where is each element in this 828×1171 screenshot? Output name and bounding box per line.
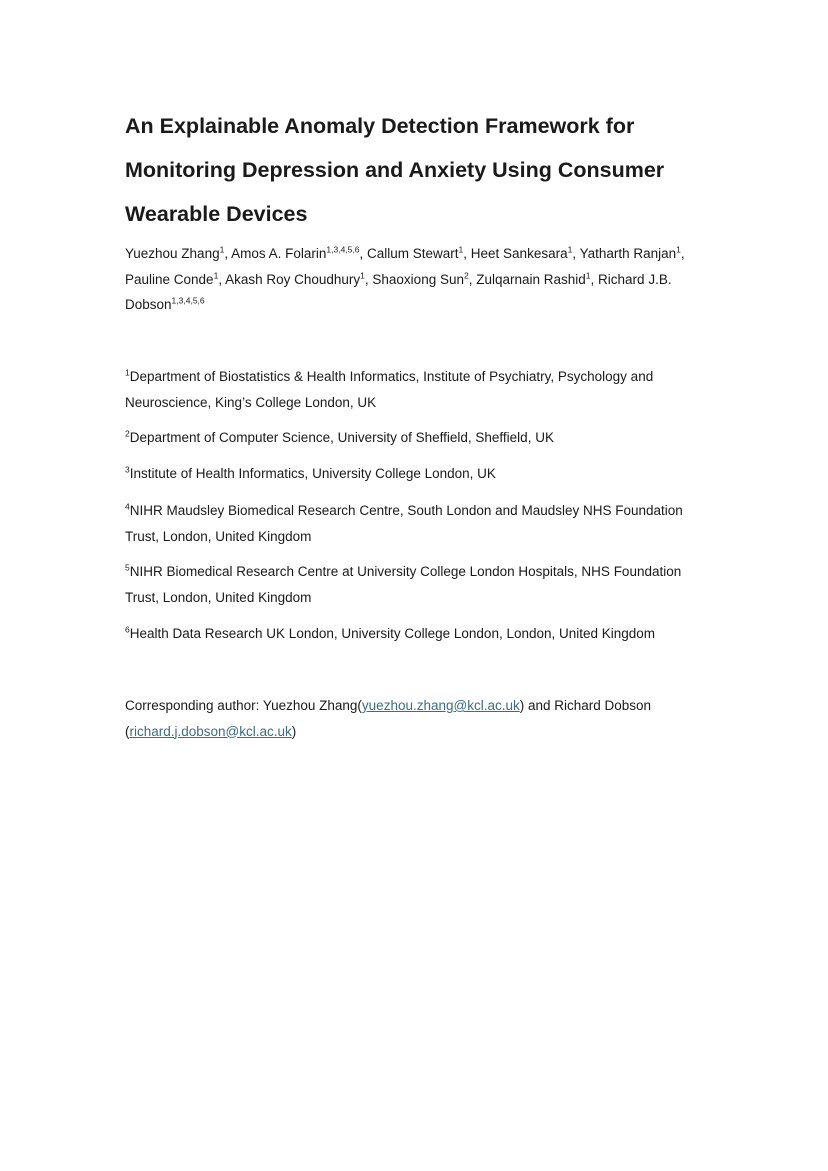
- author-name: Zulqarnain Rashid: [476, 271, 586, 287]
- author-affiliation-marker: 2: [463, 270, 469, 280]
- affiliation-number: 6: [125, 624, 130, 635]
- author-affiliation-marker: 1,3,4,5,6: [171, 295, 205, 306]
- corresponding-open-paren: (: [125, 723, 130, 739]
- affiliation-3: [125, 461, 715, 487]
- author-name: Richard J.B.: [598, 271, 672, 287]
- author-affiliation-marker: 1,3,4,5,6: [326, 244, 360, 255]
- author-name: Amos A. Folarin: [231, 246, 327, 261]
- affiliation-text: Trust, London, United Kingdom: [125, 589, 312, 605]
- author-separator: ,: [359, 246, 367, 261]
- author-separator: ,: [590, 271, 599, 287]
- title-line: An Explainable Anomaly Detection Framework for: [125, 114, 635, 138]
- title-line: Monitoring Depression and Anxiety Using Consumer: [125, 158, 665, 182]
- author-affiliation-marker: 1: [213, 270, 219, 280]
- author-affiliation-marker: 1: [458, 244, 464, 255]
- author-affiliation-marker: 1: [219, 244, 225, 255]
- affiliation-text: Department of Biostatistics & Health Informatics, Institute of Psychiatry, Psychology and: [129, 369, 654, 384]
- affiliation-text: Institute of Health Informatics, University College London, UK: [129, 466, 496, 481]
- affiliation-number: 4: [125, 501, 130, 512]
- author-name: Yuezhou Zhang: [125, 246, 220, 261]
- affiliation-number: 1: [125, 367, 130, 378]
- author-line: [125, 292, 705, 318]
- author-line: [125, 241, 705, 267]
- affiliation-number: 3: [125, 464, 130, 475]
- author-affiliation-marker: 1: [567, 244, 573, 255]
- author-list: [125, 241, 705, 318]
- author-separator: ,: [468, 271, 477, 287]
- author-name: Akash Roy Choudhury: [225, 271, 361, 287]
- author-name: Callum Stewart: [367, 246, 459, 261]
- author-separator: ,: [224, 246, 232, 261]
- affiliation-text: Neuroscience, King’s College London, UK: [125, 394, 377, 410]
- author-affiliation-marker: 1: [360, 270, 365, 280]
- author-name: Pauline Conde: [125, 271, 214, 287]
- affiliation-text: Trust, London, United Kingdom: [125, 528, 312, 544]
- corresponding-close-paren: ): [291, 723, 297, 739]
- author-name: Shaoxiong Sun: [372, 271, 464, 287]
- author-separator: ,: [463, 246, 471, 261]
- email-link-dobson[interactable]: richard.j.dobson@kcl.ac.uk: [129, 723, 292, 739]
- corresponding-middle: ) and Richard Dobson: [519, 698, 652, 713]
- affiliation-text: NIHR Biomedical Research Centre at University College London Hospitals, NHS Foundation: [129, 564, 682, 579]
- affiliation-number: 2: [125, 428, 130, 439]
- affiliation-6: [125, 621, 715, 647]
- affiliation-5: [125, 559, 715, 610]
- affiliation-1: [125, 364, 715, 415]
- corresponding-author: [125, 693, 715, 744]
- author-separator: ,: [218, 271, 226, 287]
- author-affiliation-marker: 1: [676, 244, 681, 255]
- corresponding-prefix: Corresponding author: Yuezhou Zhang(: [125, 698, 362, 713]
- author-separator: ,: [680, 246, 685, 261]
- email-link-zhang[interactable]: yuezhou.zhang@kcl.ac.uk: [361, 698, 520, 713]
- paper-title: [125, 104, 705, 236]
- title-line: Wearable Devices: [125, 202, 308, 226]
- affiliation-number: 5: [125, 562, 130, 573]
- author-line: [125, 267, 705, 293]
- affiliation-2: [125, 425, 715, 451]
- author-name: Heet Sankesara: [470, 246, 568, 261]
- affiliation-text: NIHR Maudsley Biomedical Research Centre, South London and Maudsley NHS Foundation: [129, 503, 683, 518]
- author-separator: ,: [364, 271, 373, 287]
- author-separator: ,: [572, 246, 580, 261]
- author-name: Yatharth Ranjan: [579, 246, 677, 261]
- affiliation-4: [125, 498, 715, 549]
- author-name: Dobson: [125, 297, 172, 312]
- affiliation-text: Department of Computer Science, University of Sheffield, Sheffield, UK: [129, 430, 554, 445]
- author-affiliation-marker: 1: [585, 270, 591, 280]
- affiliation-text: Health Data Research UK London, University College London, London, United Kingdom: [129, 626, 656, 641]
